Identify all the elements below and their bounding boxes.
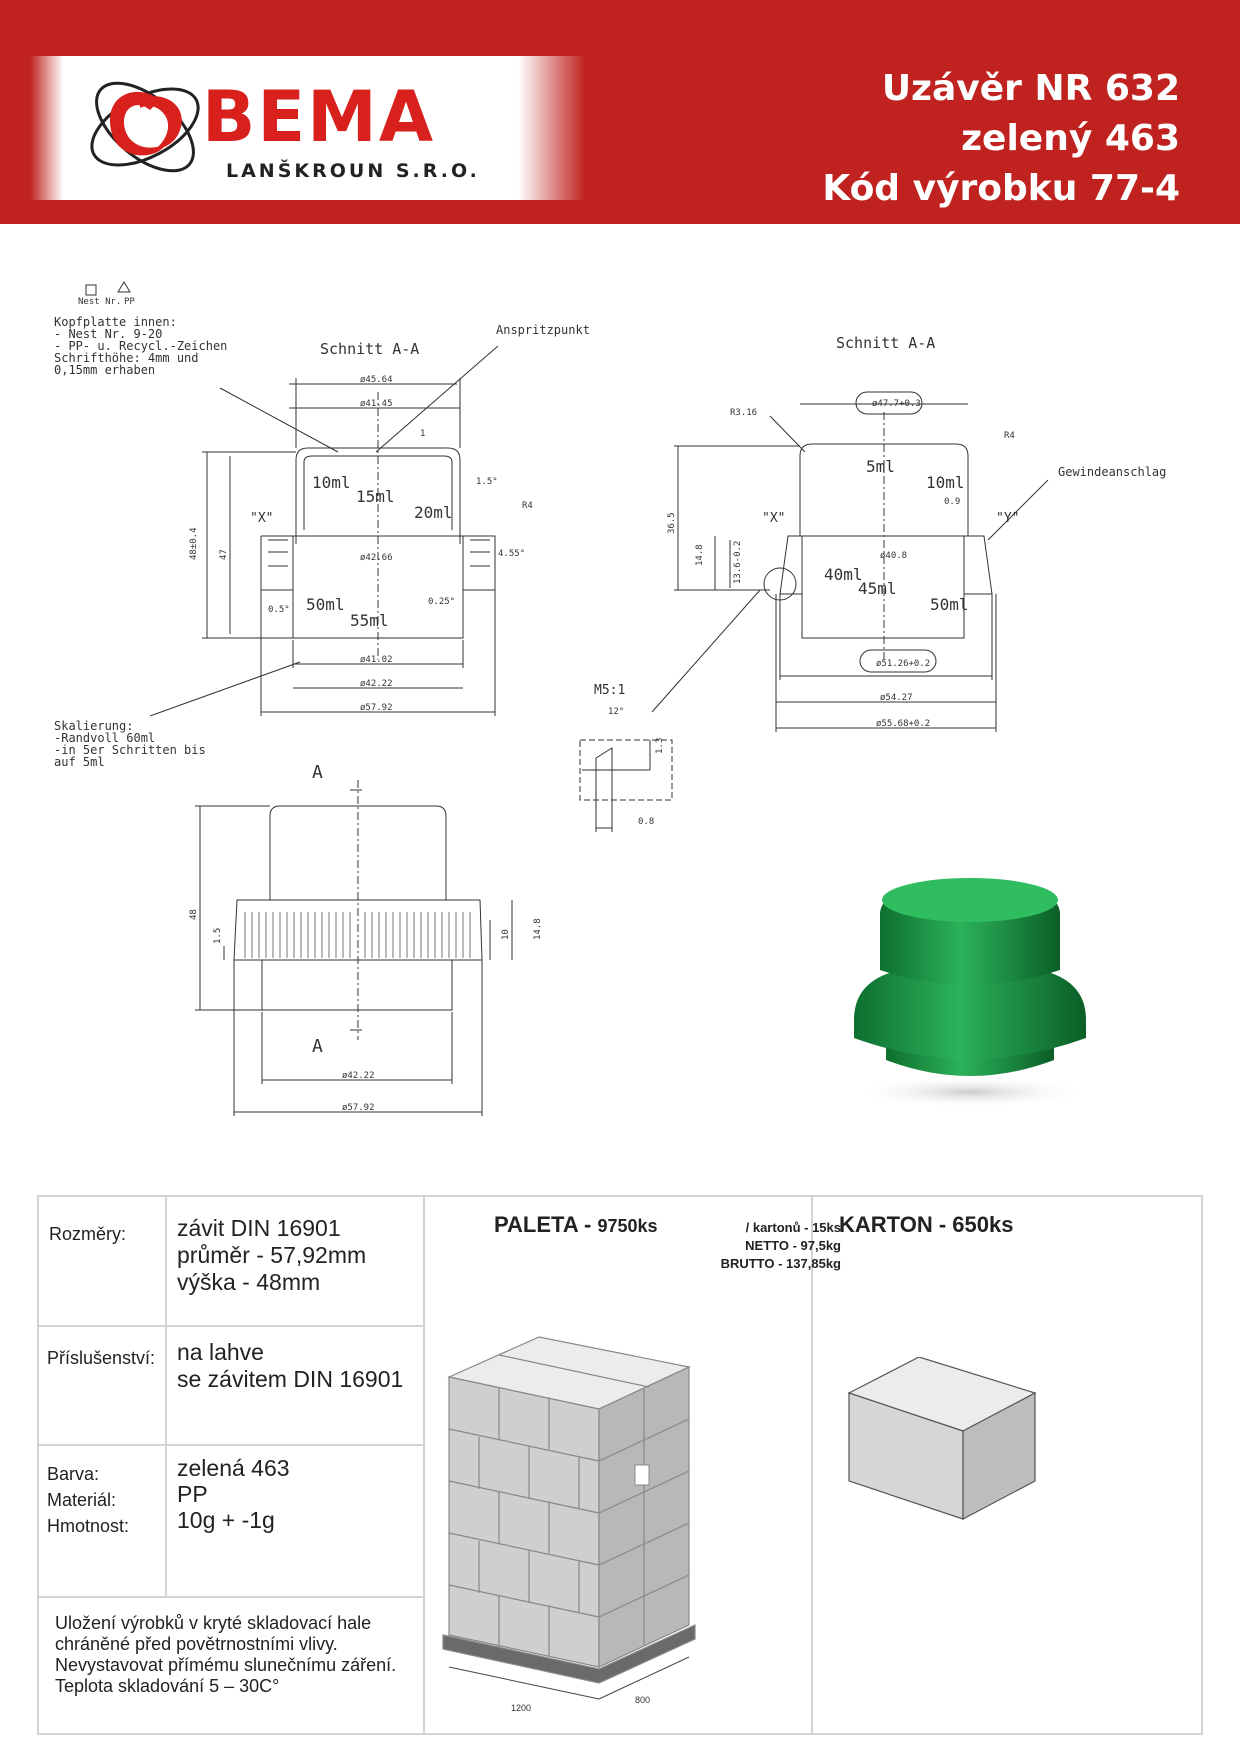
dim-label: 1.5: [213, 927, 223, 944]
dim-label: ø57.92: [342, 1103, 375, 1113]
dim-label: 1.5°: [476, 477, 498, 487]
material-label: Materiál:: [47, 1490, 117, 1510]
scale-mark: 20ml: [414, 503, 453, 522]
dim-label: ø42.22: [342, 1071, 375, 1081]
dim-label: ø57.92: [360, 703, 393, 713]
product-title-line: Kód výrobku 77-4: [822, 168, 1180, 209]
logo-panel: [30, 56, 585, 200]
dim-label: ø55.68+0.2: [876, 719, 931, 729]
dim-label: 0.8: [638, 817, 655, 827]
hmotnost-label: Hmotnost:: [47, 1516, 130, 1536]
prislusenstvi-label: Příslušenství:: [47, 1348, 156, 1368]
dim-label: 48: [189, 909, 199, 920]
cap-photo: [840, 870, 1100, 1110]
storage-line: Teplota skladování 5 – 30C°: [55, 1676, 280, 1696]
scale-mark: 10ml: [926, 473, 965, 492]
prislusenstvi-value: se závitem DIN 16901: [177, 1366, 404, 1392]
kopf-note: - Nest Nr. 9-20: [54, 327, 163, 341]
brand-subtitle: LANŠKROUN S.R.O.: [226, 160, 480, 182]
pallet-illustration: [439, 1327, 809, 1727]
skalierung-note: auf 5ml: [54, 755, 105, 769]
barva-label: Barva:: [47, 1464, 100, 1484]
pallet-length-label: 1200: [511, 1703, 532, 1713]
kopf-note: Schrifthöhe: 4mm und: [54, 351, 199, 365]
section-mark-a: A: [312, 1036, 323, 1057]
spec-table: [37, 1195, 1203, 1735]
prislusenstvi-values: [177, 1339, 403, 1393]
right-section-title: Schnitt A-A: [836, 334, 936, 352]
scale-mark: 55ml: [350, 611, 389, 630]
scale-mark: 15ml: [356, 487, 395, 506]
dim-label: 1: [420, 429, 426, 439]
detail-x-marker: "X": [250, 511, 274, 526]
dim-label: 0.9: [944, 497, 961, 507]
dim-label: 48±0.4: [189, 527, 199, 560]
storage-note: [55, 1613, 396, 1697]
paleta-info: [651, 1219, 841, 1273]
anspritz-label: Anspritzpunkt: [496, 323, 590, 337]
dim-label: 47: [219, 549, 229, 560]
dim-label: 0.5°: [268, 605, 290, 615]
dim-label: ø41.02: [360, 655, 393, 665]
kopf-note: - PP- u. Recycl.-Zeichen: [54, 339, 228, 353]
right-section-view: [652, 392, 1048, 732]
karton-title: KARTON - 650ks: [839, 1212, 1014, 1237]
dim-label: 14.8: [695, 544, 705, 566]
rozmery-values: [177, 1215, 366, 1296]
storage-line: Nevystavovat přímému slunečnímu záření.: [55, 1655, 397, 1675]
scale-mark: 50ml: [306, 595, 345, 614]
rozmery-value: výška - 48mm: [177, 1269, 321, 1295]
skalierung-note: Skalierung:: [54, 719, 134, 733]
product-title-line: Uzávěr NR 632: [881, 68, 1180, 109]
paleta-netto: NETTO - 97,5kg: [745, 1238, 841, 1253]
dim-label: ø41.45: [360, 399, 393, 409]
dim-label: 12°: [608, 707, 625, 717]
bema-logo-icon: [80, 62, 210, 192]
dim-label: R4: [1004, 431, 1015, 441]
dim-label: 0.25°: [428, 597, 456, 607]
product-title: [822, 64, 1180, 214]
paleta-brutto: BRUTTO - 137,85kg: [720, 1256, 841, 1271]
scale-mark: 40ml: [824, 565, 863, 584]
dim-label: ø47.7+0.3: [872, 399, 921, 409]
scale-label: M5:1: [594, 683, 626, 698]
pp-label: PP: [124, 297, 135, 307]
table-divider: [39, 1325, 423, 1327]
nest-label: Nest Nr.: [78, 297, 122, 307]
table-divider: [39, 1444, 423, 1446]
recycle-icon: [118, 282, 130, 292]
detail-y-marker: "Y": [996, 511, 1020, 526]
dim-label: ø42.66: [360, 553, 393, 563]
paleta-kartonu: / kartonů - 15ks: [745, 1220, 841, 1235]
pallet-label-icon: [635, 1465, 649, 1485]
dim-label: ø45.64: [360, 375, 393, 385]
prislusenstvi-value: na lahve: [177, 1339, 264, 1365]
dim-label: R4: [522, 501, 533, 511]
paleta-title-label: PALETA -: [494, 1212, 592, 1237]
table-divider: [165, 1197, 167, 1598]
left-section-title: Schnitt A-A: [320, 340, 420, 358]
side-view: [195, 780, 512, 1116]
scale-mark: 45ml: [858, 579, 897, 598]
table-divider: [423, 1197, 425, 1733]
carton-illustration: [839, 1357, 1079, 1537]
table-divider: [811, 1197, 813, 1733]
rozmery-label: Rozměry:: [49, 1224, 127, 1244]
kopf-note: 0,15mm erhaben: [54, 363, 156, 377]
dim-label: 4.55°: [498, 549, 526, 559]
paleta-title: [494, 1212, 658, 1238]
product-title-line: zelený 463: [961, 118, 1180, 159]
nest-number-icon: [86, 285, 96, 295]
dim-label: 10: [501, 929, 511, 940]
barva-value: zelená 463: [177, 1455, 290, 1481]
gewinde-label: Gewindeanschlag: [1058, 465, 1167, 479]
kopf-note: Kopfplatte innen:: [54, 315, 177, 329]
material-value: PP: [177, 1481, 208, 1507]
skalierung-note: -in 5er Schritten bis: [54, 743, 206, 757]
detail-x-marker: "X": [762, 511, 786, 526]
pallet-width-label: 800: [635, 1695, 651, 1705]
dim-label: ø40.8: [880, 551, 908, 561]
dim-label: R3.16: [730, 408, 758, 418]
storage-line: Uložení výrobků v kryté skladovací hale: [55, 1613, 372, 1633]
paleta-count: 9750ks: [597, 1216, 658, 1236]
left-section-view: [150, 346, 498, 716]
skalierung-note: -Randvoll 60ml: [54, 731, 156, 745]
scale-mark: 50ml: [930, 595, 969, 614]
storage-line: chráněné před povětrnostními vlivy.: [55, 1634, 338, 1654]
dim-label: ø51.26+0.2: [876, 659, 931, 669]
dim-label: 13.6-0.2: [733, 540, 743, 584]
table-divider: [39, 1596, 423, 1598]
dim-label: 1.3: [655, 737, 665, 754]
brand-name: BEMA: [202, 76, 436, 158]
header-banner: [0, 0, 1240, 224]
section-mark-a: A: [312, 762, 323, 783]
dim-label: ø42.22: [360, 679, 393, 689]
scale-mark: 10ml: [312, 473, 351, 492]
dim-label: ø54.27: [880, 693, 913, 703]
hmotnost-value: 10g + -1g: [177, 1507, 275, 1533]
dim-label: 36.5: [667, 512, 677, 534]
rozmery-value: průměr - 57,92mm: [177, 1242, 367, 1268]
dim-label: 14.8: [533, 918, 543, 940]
rozmery-value: závit DIN 16901: [177, 1215, 341, 1241]
scale-mark: 5ml: [866, 457, 895, 476]
